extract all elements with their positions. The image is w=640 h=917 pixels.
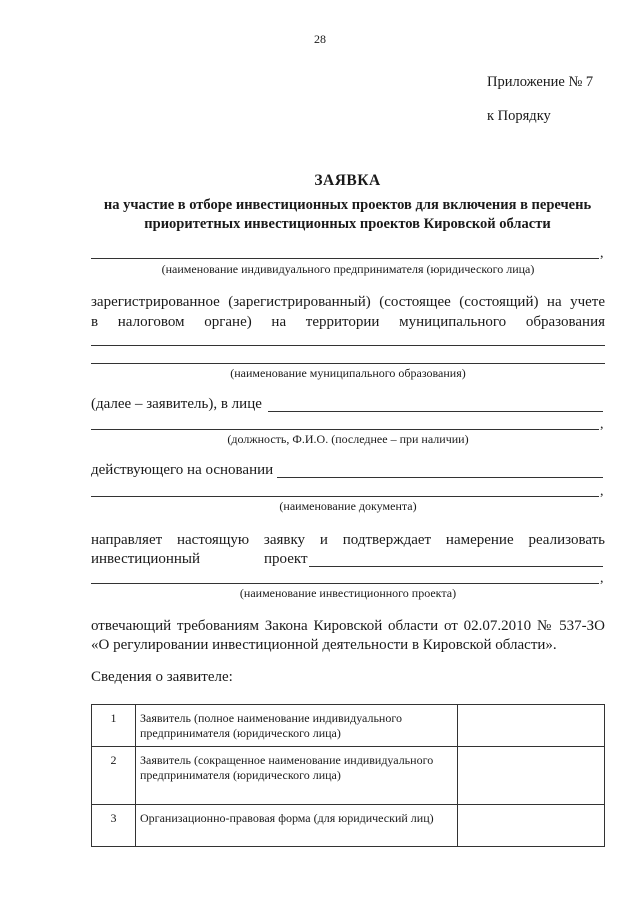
row-number: 1 (92, 705, 136, 747)
municipality-field-2[interactable] (91, 363, 605, 364)
comma: , (600, 571, 604, 586)
row-label: Заявитель (полное наименование индивидуального предпринимателя (юридического лица) (136, 705, 458, 747)
acting-label: действующего на основании (91, 462, 274, 478)
row-value-cell[interactable] (458, 747, 605, 805)
applicant-info-table (91, 704, 605, 847)
table-row (92, 747, 605, 805)
applicant-label: (далее – заявитель), в лице (91, 396, 262, 412)
law-line-1: отвечающий требованиям Закона Кировской области от 02.07.2010 № 537-ЗО (91, 618, 605, 634)
row-number: 3 (92, 805, 136, 847)
caption-entrepreneur: (наименование индивидуального предпринимателя (юридического лица) (161, 262, 535, 276)
entrepreneur-name-field[interactable] (91, 258, 599, 259)
registered-line-2: в налоговом органе) на территории муниципального образования (91, 314, 605, 330)
basis-field[interactable] (277, 477, 603, 478)
row-label: Заявитель (сокращенное наименование индивидуального предпринимателя (юридического лица) (136, 747, 458, 805)
document-field[interactable] (91, 496, 599, 497)
comma: , (600, 484, 604, 499)
caption-position: (должность, Ф.И.О. (последнее – при наличии) (227, 432, 469, 446)
sends-line-2-project: проект (264, 551, 308, 567)
sends-line-2-start: инвестиционный (91, 551, 201, 567)
comma: , (600, 246, 604, 261)
registered-line-1: зарегистрированное (зарегистрированный) (состоящее (состоящий) на учете (91, 294, 605, 310)
applicant-person-field[interactable] (268, 411, 603, 412)
subtitle-line-2: приоритетных инвестиционных проектов Кировской области (144, 216, 551, 232)
municipality-field-1[interactable] (91, 345, 605, 346)
document-subtitle (90, 196, 605, 234)
row-value-cell[interactable] (458, 805, 605, 847)
sends-line-1: направляет настоящую заявку и подтверждает намерение реализовать (91, 532, 605, 548)
caption-project: (наименование инвестиционного проекта) (239, 586, 457, 600)
page-number: 28 (314, 32, 326, 46)
table-row (92, 805, 605, 847)
project-field-2[interactable] (91, 583, 599, 584)
row-label: Организационно-правовая форма (для юридический лиц) (136, 805, 458, 847)
law-line-2: «О регулировании инвестиционной деятельности в Кировской области». (91, 637, 557, 653)
caption-municipality: (наименование муниципального образования) (230, 366, 466, 380)
document-title: ЗАЯВКА (314, 172, 381, 189)
caption-document: (наименование документа) (279, 499, 417, 513)
row-number: 2 (92, 747, 136, 805)
row-value-cell[interactable] (458, 705, 605, 747)
comma: , (600, 417, 604, 432)
info-heading: Сведения о заявителе: (91, 669, 233, 685)
appendix-number: Приложение № 7 (487, 74, 594, 90)
position-field[interactable] (91, 429, 599, 430)
subtitle-line-1: на участие в отборе инвестиционных проектов для включения в перечень (103, 197, 592, 213)
project-field-1[interactable] (309, 566, 603, 567)
appendix-reference: к Порядку (487, 108, 551, 124)
table-row (92, 705, 605, 747)
